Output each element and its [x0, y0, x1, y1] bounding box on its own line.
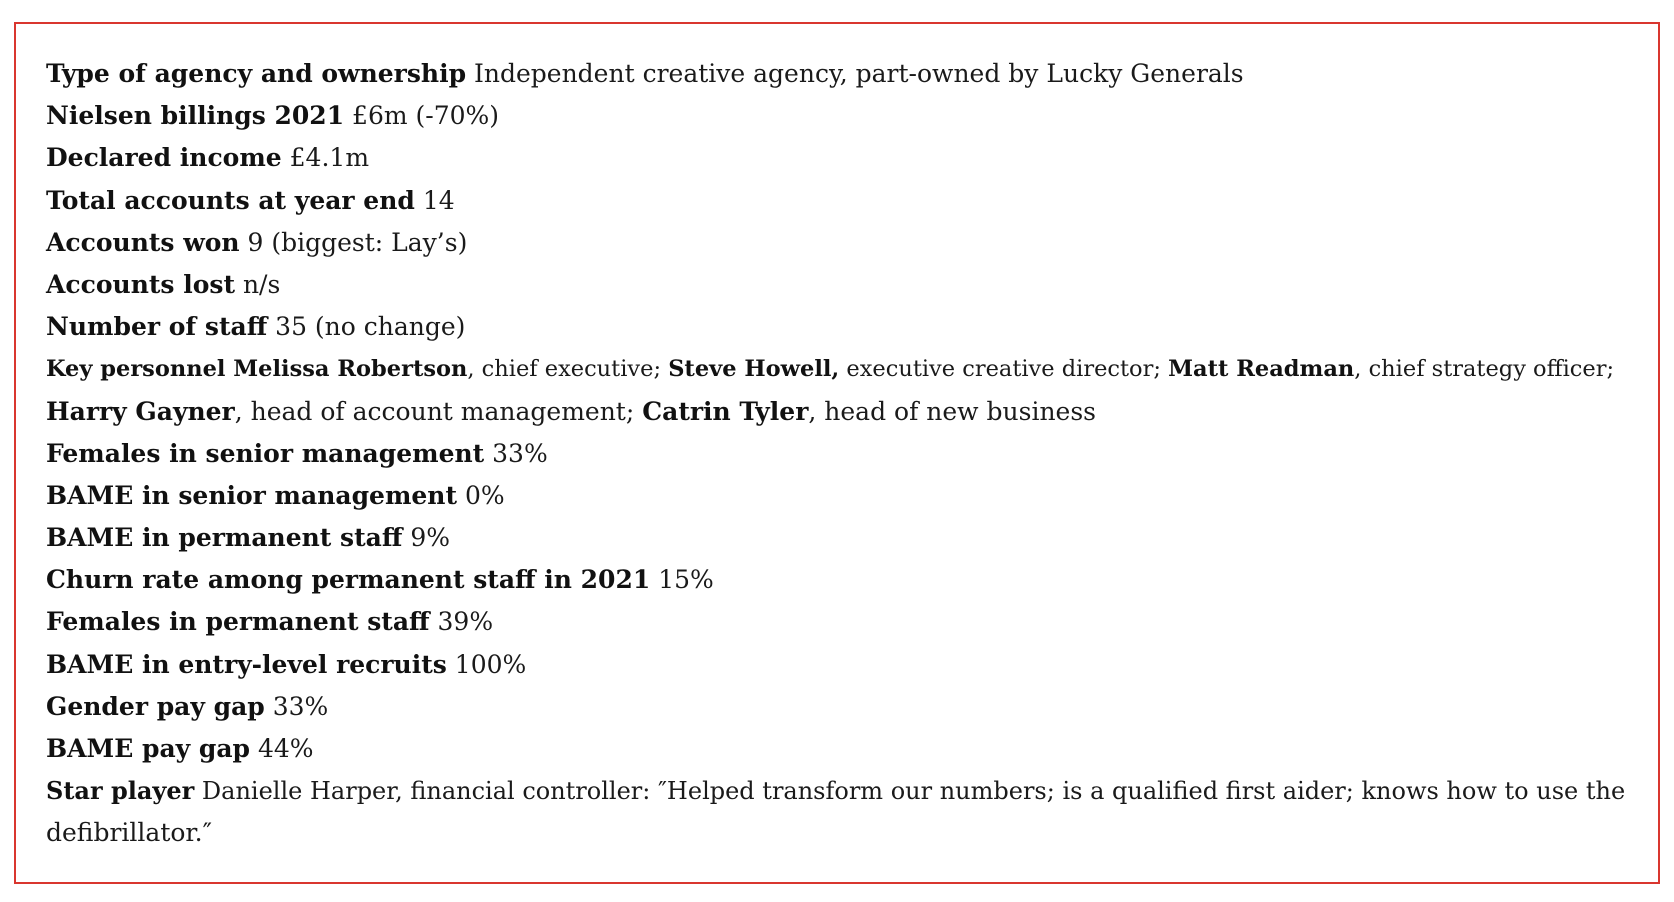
- fact-line: [46, 264, 1646, 306]
- fact-value: Independent creative agency, part-owned by Lucky Generals: [466, 59, 1244, 88]
- fact-line: [46, 475, 1646, 517]
- fact-value: 15%: [650, 565, 714, 595]
- fact-line: [46, 644, 1646, 686]
- fact-value: £6m (-70%): [344, 101, 500, 131]
- fact-line: [46, 222, 1646, 264]
- fact-value: Danielle Harper, financial controller: ″Helped transform our numbers; is a qualified first aider; knows how to use the: [194, 777, 1626, 806]
- fact-line: [46, 601, 1646, 643]
- fact-value: , head of new business: [808, 396, 1096, 426]
- fact-value: £4.1m: [281, 143, 370, 173]
- fact-value: 33%: [484, 438, 548, 468]
- fact-label: Number of staff: [46, 312, 268, 342]
- fact-line: [46, 348, 1646, 390]
- fact-label: BAME in senior management: [46, 480, 458, 510]
- fact-line: [46, 137, 1646, 179]
- fact-label: Females in permanent staff: [46, 607, 430, 637]
- fact-line: [46, 686, 1646, 728]
- fact-value: 14: [414, 185, 455, 215]
- fact-label: Churn rate among permanent staff in 2021: [46, 565, 651, 595]
- fact-label: Accounts lost: [46, 269, 235, 299]
- fact-line: [46, 517, 1646, 559]
- fact-label: Harry Gayner: [46, 396, 235, 426]
- fact-value: , chief executive;: [467, 356, 669, 383]
- fact-value: 9%: [402, 523, 451, 553]
- fact-line: [46, 770, 1646, 812]
- fact-line: [46, 306, 1646, 348]
- fact-label: BAME in entry-level recruits: [46, 649, 447, 679]
- fact-label: BAME in permanent staff: [46, 523, 403, 553]
- fact-box: [14, 22, 1660, 884]
- fact-line: [46, 180, 1646, 222]
- fact-value: 0%: [457, 480, 505, 510]
- fact-value: defibrillator.″: [46, 818, 212, 848]
- fact-label: Females in senior management: [46, 438, 485, 468]
- fact-line: [46, 728, 1646, 770]
- fact-value: n/s: [235, 269, 281, 299]
- fact-value: 100%: [446, 649, 527, 679]
- fact-label: Star player: [46, 776, 195, 806]
- fact-label: BAME pay gap: [46, 734, 251, 763]
- fact-label: Matt Readman: [1168, 356, 1355, 383]
- fact-value: 39%: [429, 607, 494, 637]
- fact-label: Declared income: [46, 143, 282, 173]
- fact-value: 33%: [264, 691, 329, 721]
- fact-value: 44%: [250, 734, 314, 763]
- fact-list: [46, 53, 1646, 855]
- fact-value: , chief strategy officer;: [1354, 356, 1615, 383]
- fact-label: Gender pay gap: [46, 691, 265, 721]
- fact-line: [46, 812, 1646, 854]
- fact-label: Type of agency and ownership: [46, 59, 467, 88]
- fact-label: Total accounts at year end: [46, 185, 415, 215]
- fact-line: [46, 433, 1646, 475]
- fact-label: Key personnel Melissa Robertson: [46, 356, 468, 383]
- fact-value: 9 (biggest: Lay’s): [239, 227, 468, 257]
- fact-line: [46, 559, 1646, 601]
- fact-label: Steve Howell,: [668, 356, 840, 383]
- fact-line: [46, 53, 1646, 95]
- fact-value: , head of account management;: [234, 396, 643, 426]
- fact-line: [46, 391, 1646, 433]
- fact-line: [46, 95, 1646, 137]
- fact-label: Catrin Tyler: [642, 396, 809, 426]
- fact-value: 35 (no change): [267, 312, 466, 342]
- fact-value: executive creative director;: [839, 356, 1169, 383]
- fact-label: Accounts won: [46, 227, 240, 257]
- fact-label: Nielsen billings 2021: [46, 101, 345, 131]
